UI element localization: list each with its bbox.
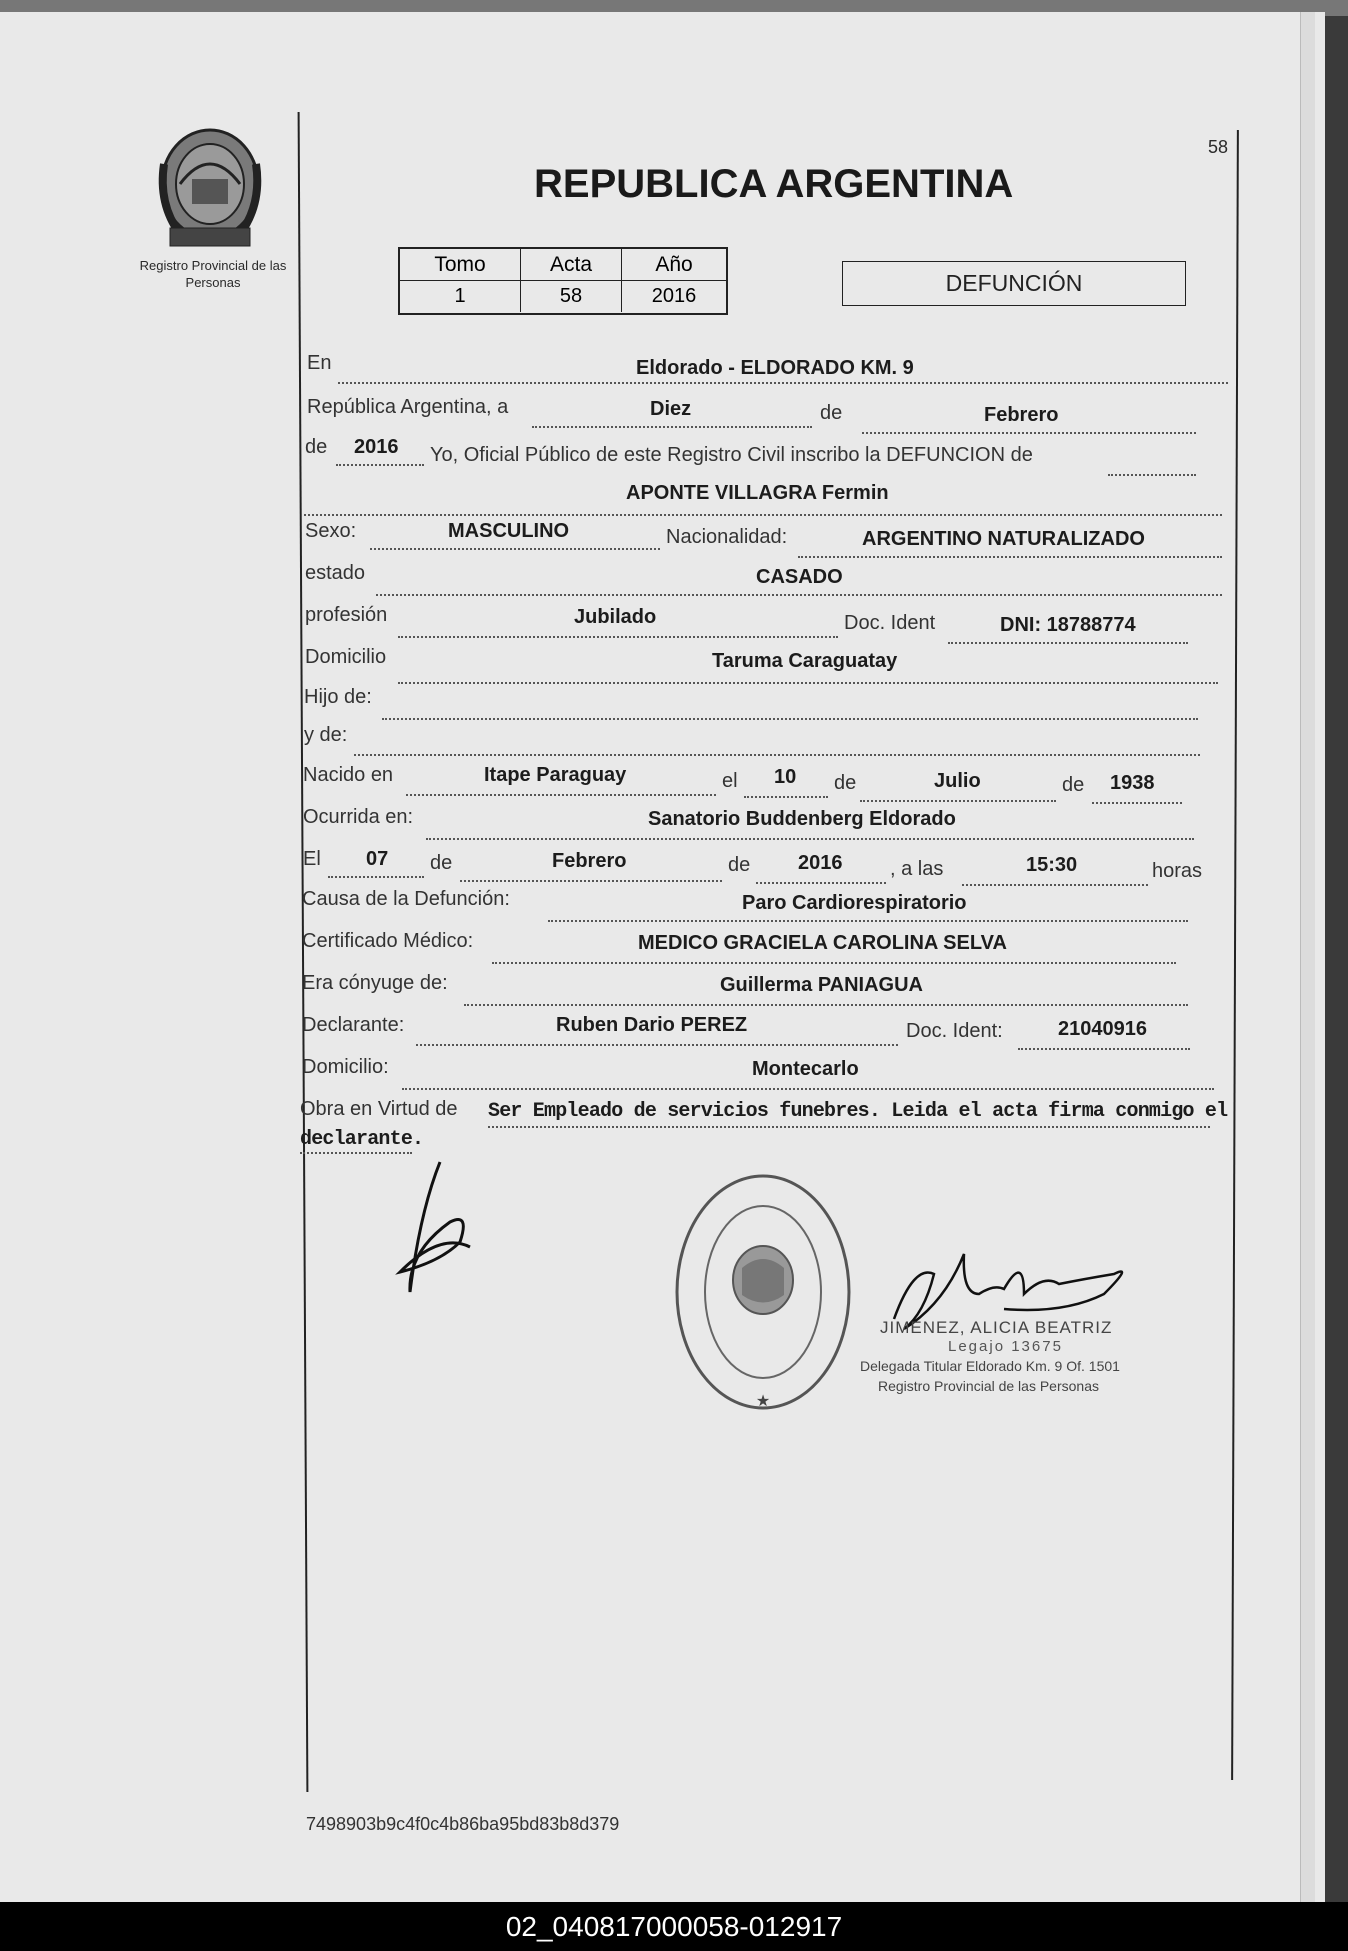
ocurrida-line xyxy=(426,838,1194,840)
nacido-value: Itape Paraguay xyxy=(484,764,627,786)
doc-value: DNI: 18788774 xyxy=(1000,614,1136,636)
birth-year: 1938 xyxy=(1110,772,1155,794)
signatory-legajo: Legajo 13675 xyxy=(948,1338,1063,1355)
domicilio2-label: Domicilio: xyxy=(302,1056,389,1078)
doc-label: Doc. Ident xyxy=(844,612,936,634)
day-line xyxy=(532,426,812,428)
death-month: Febrero xyxy=(552,850,627,872)
el-label: el xyxy=(722,770,738,792)
death-day: 07 xyxy=(366,848,389,870)
sexo-line xyxy=(370,548,660,550)
year-line xyxy=(336,464,424,466)
domicilio-value: Taruma Caraguatay xyxy=(712,650,898,672)
nacionalidad-line xyxy=(798,556,1222,558)
record-table xyxy=(398,247,728,315)
death-time: 15:30 xyxy=(1026,854,1078,876)
profesion-value: Jubilado xyxy=(574,606,657,628)
place-line xyxy=(338,382,1228,384)
certificado-value: MEDICO GRACIELA CAROLINA SELVA xyxy=(638,932,1007,954)
causa-label: Causa de la Defunción: xyxy=(302,888,510,910)
horas-label: horas xyxy=(1152,860,1203,882)
birth-day: 10 xyxy=(774,766,797,788)
sexo-value: MASCULINO xyxy=(448,520,570,542)
certificado-line xyxy=(492,962,1176,964)
hijo-line xyxy=(382,718,1198,720)
month-text-value: Febrero xyxy=(984,404,1059,426)
page-number: 58 xyxy=(1208,137,1229,157)
ocurrida-label: Ocurrida en: xyxy=(303,806,414,828)
de-label-6: de xyxy=(728,854,751,876)
doc2-line xyxy=(1018,1048,1190,1050)
domicilio2-value: Montecarlo xyxy=(752,1058,859,1080)
de-label-3: de xyxy=(834,772,857,794)
signatory-org: Registro Provincial de las Personas xyxy=(878,1378,1099,1394)
declarante-line xyxy=(416,1044,898,1046)
oficial-text: Yo, Oficial Público de este Registro Civil inscribo la DEFUNCION de xyxy=(430,444,1033,466)
declarant-signature xyxy=(380,1152,490,1302)
de-label-5: de xyxy=(430,852,453,874)
causa-value: Paro Cardiorespiratorio xyxy=(742,892,967,914)
doc-line xyxy=(948,642,1188,644)
ocurrida-value: Sanatorio Buddenberg Eldorado xyxy=(648,808,956,830)
day-text-value: Diez xyxy=(650,398,692,420)
de-label-4: de xyxy=(1062,774,1085,796)
death-year: 2016 xyxy=(798,852,843,874)
province-seal xyxy=(150,124,270,254)
de-label-2: de xyxy=(305,436,328,458)
estado-line xyxy=(376,594,1222,596)
de-label-1: de xyxy=(820,402,843,424)
name-line xyxy=(304,514,1222,516)
signatory-name: JIMENEZ, ALICIA BEATRIZ xyxy=(880,1318,1113,1337)
table-header-ano: Año xyxy=(655,253,693,276)
table-value-acta: 58 xyxy=(521,281,622,312)
estado-value: CASADO xyxy=(756,566,843,588)
doc2-value: 21040916 xyxy=(1058,1018,1147,1040)
signatory-role: Delegada Titular Eldorado Km. 9 Of. 1501 xyxy=(860,1358,1120,1374)
doc-type-label: DEFUNCIÓN xyxy=(945,270,1083,296)
obra-line xyxy=(488,1126,1210,1128)
domicilio-label: Domicilio xyxy=(305,646,387,668)
conyuge-value: Guillerma PANIAGUA xyxy=(720,974,923,996)
birth-month-line xyxy=(860,800,1056,802)
yde-line xyxy=(354,754,1200,756)
year-value: 2016 xyxy=(354,436,399,458)
obra-text-2: declarante. xyxy=(300,1128,424,1151)
document-hash: 7498903b9c4f0c4b86ba95bd83b8d379 xyxy=(306,1814,620,1834)
birth-year-line xyxy=(1092,802,1182,804)
nacionalidad-label: Nacionalidad: xyxy=(666,526,788,548)
birth-month: Julio xyxy=(934,770,981,792)
conyuge-line xyxy=(464,1004,1188,1006)
hijo-label: Hijo de: xyxy=(304,686,372,708)
alas-label: , a las xyxy=(890,858,944,880)
death-month-line xyxy=(460,880,722,882)
table-value-tomo: 1 xyxy=(400,281,521,312)
obra-text: Ser Empleado de servicios funebres. Leida el acta firma conmigo el xyxy=(488,1100,1228,1123)
declarante-value: Ruben Dario PEREZ xyxy=(556,1014,748,1036)
domicilio-line xyxy=(398,682,1218,684)
yde-label: y de: xyxy=(304,724,348,746)
doc2-label: Doc. Ident: xyxy=(906,1020,1003,1042)
en-label: En xyxy=(307,352,332,374)
causa-line xyxy=(548,920,1188,922)
death-day-line xyxy=(328,876,424,878)
right-margin-rule xyxy=(1231,130,1239,1780)
estado-label: estado xyxy=(305,562,366,584)
oficial-line xyxy=(1108,474,1196,476)
republica-label: República Argentina, a xyxy=(307,396,509,418)
svg-text:★: ★ xyxy=(755,1391,771,1410)
certificado-label: Certificado Médico: xyxy=(302,930,474,952)
doc-type-box xyxy=(842,261,1186,306)
nacionalidad-value: ARGENTINO NATURALIZADO xyxy=(862,528,1145,550)
place-value: Eldorado - ELDORADO KM. 9 xyxy=(636,357,914,379)
deceased-name: APONTE VILLAGRA Fermin xyxy=(626,482,889,504)
registry-label: Registro Provincial de las Personas xyxy=(139,258,287,290)
death-time-line xyxy=(962,884,1148,886)
birth-day-line xyxy=(744,796,828,798)
domicilio2-line xyxy=(402,1088,1214,1090)
country-title: REPUBLICA ARGENTINA xyxy=(534,162,1014,206)
El-label: El xyxy=(303,848,321,870)
profesion-label: profesión xyxy=(305,604,388,626)
table-header-acta: Acta xyxy=(521,249,622,280)
page-edge xyxy=(1300,12,1315,1902)
death-year-line xyxy=(756,882,886,884)
table-header-tomo: Tomo xyxy=(400,249,521,280)
nacido-label: Nacido en xyxy=(303,764,394,786)
obra-label: Obra en Virtud de xyxy=(300,1098,458,1120)
scan-footer-id: 02_040817000058-012917 xyxy=(0,1902,1348,1951)
table-value-ano: 2016 xyxy=(651,285,697,307)
month-line xyxy=(862,432,1196,434)
official-stamp xyxy=(672,1170,854,1414)
nacido-line xyxy=(406,794,716,796)
profesion-line xyxy=(398,636,838,638)
declarante-label: Declarante: xyxy=(302,1014,405,1036)
conyuge-label: Era cónyuge de: xyxy=(302,972,448,994)
document-page xyxy=(0,12,1325,1902)
sexo-label: Sexo: xyxy=(305,520,357,542)
